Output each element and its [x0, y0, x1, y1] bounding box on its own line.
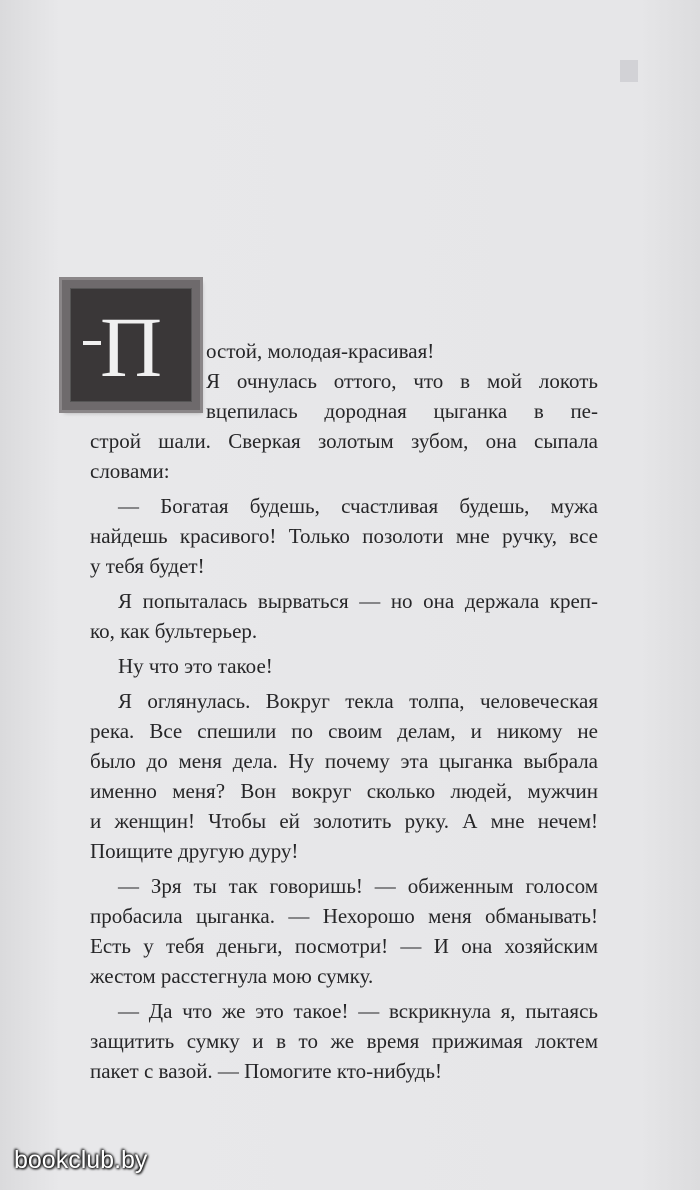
text-line-11: Ну что это такое! — [118, 654, 273, 678]
text-line-12: Я оглянулась. Вокруг текла толпа, человеческая — [118, 689, 598, 713]
text-line-14: было до меня дела. Ну почему эта цыганка выбрала — [90, 749, 598, 773]
drop-cap-frame — [70, 288, 192, 402]
drop-cap — [62, 280, 200, 410]
text-line-18: — Зря ты так говоришь! — обиженным голосом — [118, 874, 598, 898]
text-line-23: защитить сумку и в то же время прижимая локтем — [90, 1029, 598, 1053]
drop-cap-letter: П — [99, 299, 163, 395]
text-line-5: словами: — [90, 459, 170, 483]
text-line-13: река. Все спешили по своим делам, и никому не — [90, 719, 598, 743]
text-line-6: — Богатая будешь, счастливая будешь, мужа — [118, 494, 598, 518]
text-line-4: строй шали. Сверкая золотым зубом, она сыпала — [90, 429, 598, 453]
text-line-16: и женщин! Чтобы ей золотить руку. А мне нечем! — [90, 809, 598, 833]
text-line-22: — Да что же это такое! — вскрикнула я, пытаясь — [118, 999, 598, 1023]
text-line-2: Я очнулась оттого, что в мой локоть — [206, 369, 598, 393]
text-line-9: Я попыталась вырваться — но она держала креп- — [118, 589, 598, 613]
text-line-20: Есть у тебя деньги, посмотри! — И она хозяйским — [90, 934, 598, 958]
watermark-logo: bookclub.by — [14, 1146, 148, 1174]
text-line-19: пробасила цыганка. — Нехорошо меня обманывать! — [90, 904, 598, 928]
show-through-mark — [620, 60, 638, 82]
text-line-10: ко, как бультерьер. — [90, 619, 258, 643]
text-line-21: жестом расстегнула мою сумку. — [90, 964, 374, 988]
text-line-1: остой, молодая-красивая! — [206, 339, 435, 363]
text-line-8: у тебя будет! — [90, 554, 205, 578]
text-line-15: именно меня? Вон вокруг сколько людей, мужчин — [90, 779, 598, 803]
text-line-17: Поищите другую дуру! — [90, 839, 299, 863]
text-line-3: вцепилась дородная цыганка в пе- — [206, 399, 598, 423]
text-line-7: найдешь красивого! Только позолоти мне ручку, все — [90, 524, 598, 548]
text-line-24: пакет с вазой. — Помогите кто-нибудь! — [90, 1059, 442, 1083]
